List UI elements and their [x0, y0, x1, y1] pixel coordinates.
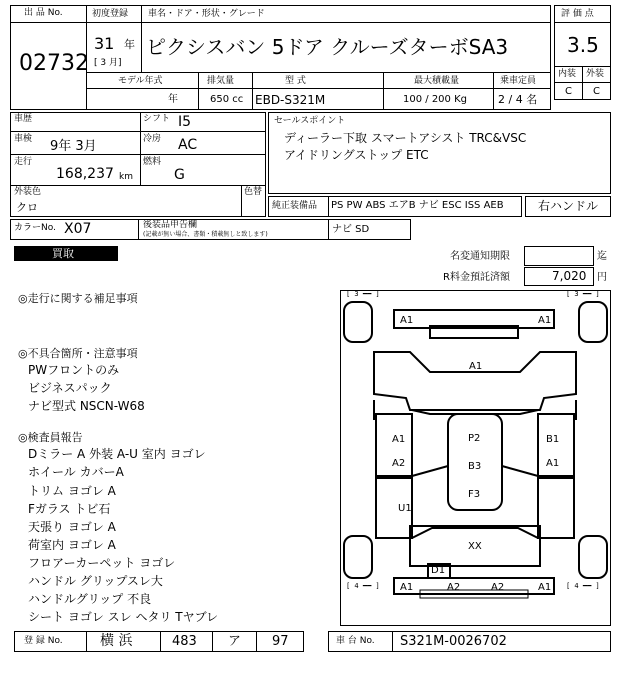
name-change-label: 名変通知期限 [450, 251, 510, 262]
mark-roof-front: P2 [468, 433, 481, 444]
mark-rear-bumper: A1 [400, 582, 414, 593]
mark-front-bumper-right: A1 [538, 315, 552, 326]
ac-value: AC [178, 137, 198, 153]
inspector-line: Fガラス トビ石 [28, 502, 111, 516]
reg-kana: ア [228, 634, 242, 649]
inspector-line: Dミラー A 外装 A-U 室内 ヨゴレ [28, 447, 206, 461]
reg-area: 横 浜 [100, 633, 133, 649]
defects-header: ◎不具合箇所・注意事項 [18, 347, 138, 360]
model-year-label: モデル年式 [118, 76, 163, 86]
inspector-line: フロアーカーペット ヨゴレ [28, 556, 176, 570]
mark-front-bumper-left: A1 [400, 315, 414, 326]
max-load-value: 100 / 200 Kg [403, 94, 467, 105]
recycle-label: R料金預託済額 [443, 272, 510, 283]
inspection-label: 車検 [14, 134, 33, 144]
inspector-line: 荷室内 ヨゴレ A [28, 538, 116, 552]
interior-label: 内装 [558, 69, 577, 79]
inspector-line: シート ヨゴレ スレ ヘタリ Tヤブレ [28, 610, 219, 624]
color-change-label: 色替 [244, 187, 263, 197]
mark-roof-rear: F3 [468, 489, 481, 500]
inspector-header: ◎検査員報告 [18, 431, 83, 444]
score-label: 評 価 点 [561, 9, 594, 19]
mark-hood: A1 [469, 361, 483, 372]
reg-class: 483 [172, 634, 197, 649]
inspection-value: 9年 3月 [50, 139, 97, 154]
equipment-label: 純正装備品 [272, 201, 318, 211]
color-no-value: X07 [64, 221, 92, 237]
car-name-label: 車名・ドア・形状・グレード [148, 9, 265, 19]
mileage-label: 走行 [14, 157, 33, 167]
purchase-label: 買取 [52, 247, 74, 260]
displacement-label: 排気量 [207, 76, 235, 86]
exterior-label: 外装 [586, 69, 605, 79]
inspector-line: トリム ヨゴレ A [28, 484, 116, 498]
displacement-value: 650 cc [210, 94, 244, 105]
mark-roof-mid: B3 [468, 461, 482, 472]
reg-label: 登 録 No. [24, 636, 63, 646]
defect-line: ビジネスパック [28, 381, 112, 395]
steering-value: 右ハンドル [538, 199, 599, 213]
mark-back-door: XX [468, 541, 482, 552]
name-change-box [524, 246, 594, 266]
sales-point-line2: アイドリングストップ ETC [284, 148, 429, 162]
reg-number: 97 [272, 634, 289, 649]
aftermarket-label: 後装品申告欄 [143, 220, 198, 230]
fuel-value: G [174, 167, 185, 183]
sales-point-label: セールスポイント [274, 116, 346, 126]
type-value: EBD-S321M [255, 93, 326, 107]
recycle-unit: 円 [597, 272, 607, 283]
exterior-color-value: クロ [16, 201, 38, 214]
history-label: 車歴 [14, 114, 33, 124]
max-load-label: 最大積載量 [414, 76, 460, 86]
car-diagram [340, 290, 611, 626]
mark-left-rear-panel: U1 [398, 503, 412, 514]
inspector-line: ホイール カバーA [28, 465, 124, 479]
lot-label: 出 品 No. [24, 8, 63, 18]
inspector-line: ハンドル グリップスレ大 [28, 574, 163, 588]
ac-label: 冷房 [143, 134, 162, 144]
tire-front-left: [ 3 ━━ ] [346, 290, 380, 298]
shift-value: I5 [178, 114, 192, 130]
car-name: ピクシスバン 5ドア クルーズターボSA3 [146, 35, 509, 59]
type-label: 型 式 [285, 76, 306, 86]
reg-month: [ 3 月] [94, 58, 122, 68]
mark-left-rear-door: A2 [392, 458, 406, 469]
mark-right-rear-door: A1 [546, 458, 560, 469]
tire-rear-right: [ 4 ━━ ] [566, 582, 600, 590]
name-change-unit: 迄 [597, 251, 607, 262]
mark-rear-bumper: A2 [447, 582, 461, 593]
tire-rear-left: [ 4 ━━ ] [346, 582, 380, 590]
mileage-value: 168,237 [56, 166, 114, 182]
capacity-label: 乗車定員 [500, 76, 537, 86]
equipment-value: PS PW ABS エアB ナビ ESC ISS AEB [331, 200, 504, 211]
lot-number: 02732 [19, 51, 89, 76]
mark-rear-bumper: A1 [538, 582, 552, 593]
interior-grade: C [565, 86, 572, 97]
first-reg-label: 初度登録 [92, 9, 129, 19]
chassis-value: S321M-0026702 [400, 634, 507, 649]
aftermarket-note: (記載が無い場合、書類・積載無しと致します) [143, 231, 268, 238]
mark-left-front-door: A1 [392, 434, 406, 445]
fuel-label: 燃料 [143, 157, 162, 167]
mark-rear-bumper: A2 [491, 582, 505, 593]
reg-year-suffix: 年 [124, 38, 135, 51]
exterior-color-label: 外装色 [14, 187, 42, 197]
chassis-label: 車 台 No. [336, 636, 375, 646]
mileage-unit: km [119, 172, 133, 182]
defect-line: PWフロントのみ [28, 363, 120, 377]
mark-right-front-door: B1 [546, 434, 560, 445]
model-year-value: 年 [168, 94, 178, 105]
mark-rear-corner: D1 [431, 565, 446, 576]
tire-front-right: [ 3 ━━ ] [566, 290, 600, 298]
recycle-value: 7,020 [552, 269, 587, 283]
exterior-grade: C [593, 86, 600, 97]
color-no-label: カラーNo. [14, 223, 56, 233]
defect-line: ナビ型式 NSCN-W68 [28, 399, 145, 413]
driving-notes-header: ◎走行に関する補足事項 [18, 292, 138, 305]
capacity-value: 2 / 4 名 [498, 93, 538, 106]
reg-year-number: 31 [94, 34, 115, 53]
inspector-line: 天張り ヨゴレ A [28, 520, 116, 534]
score-value: 3.5 [567, 33, 599, 57]
sales-point-line1: ディーラー下取 スマートアシスト TRC&VSC [284, 131, 527, 145]
shift-label: シフト [143, 114, 171, 124]
aftermarket-value: ナビ SD [332, 224, 370, 235]
inspector-line: ハンドルグリップ 不良 [28, 592, 152, 606]
specs-grid [10, 112, 266, 217]
